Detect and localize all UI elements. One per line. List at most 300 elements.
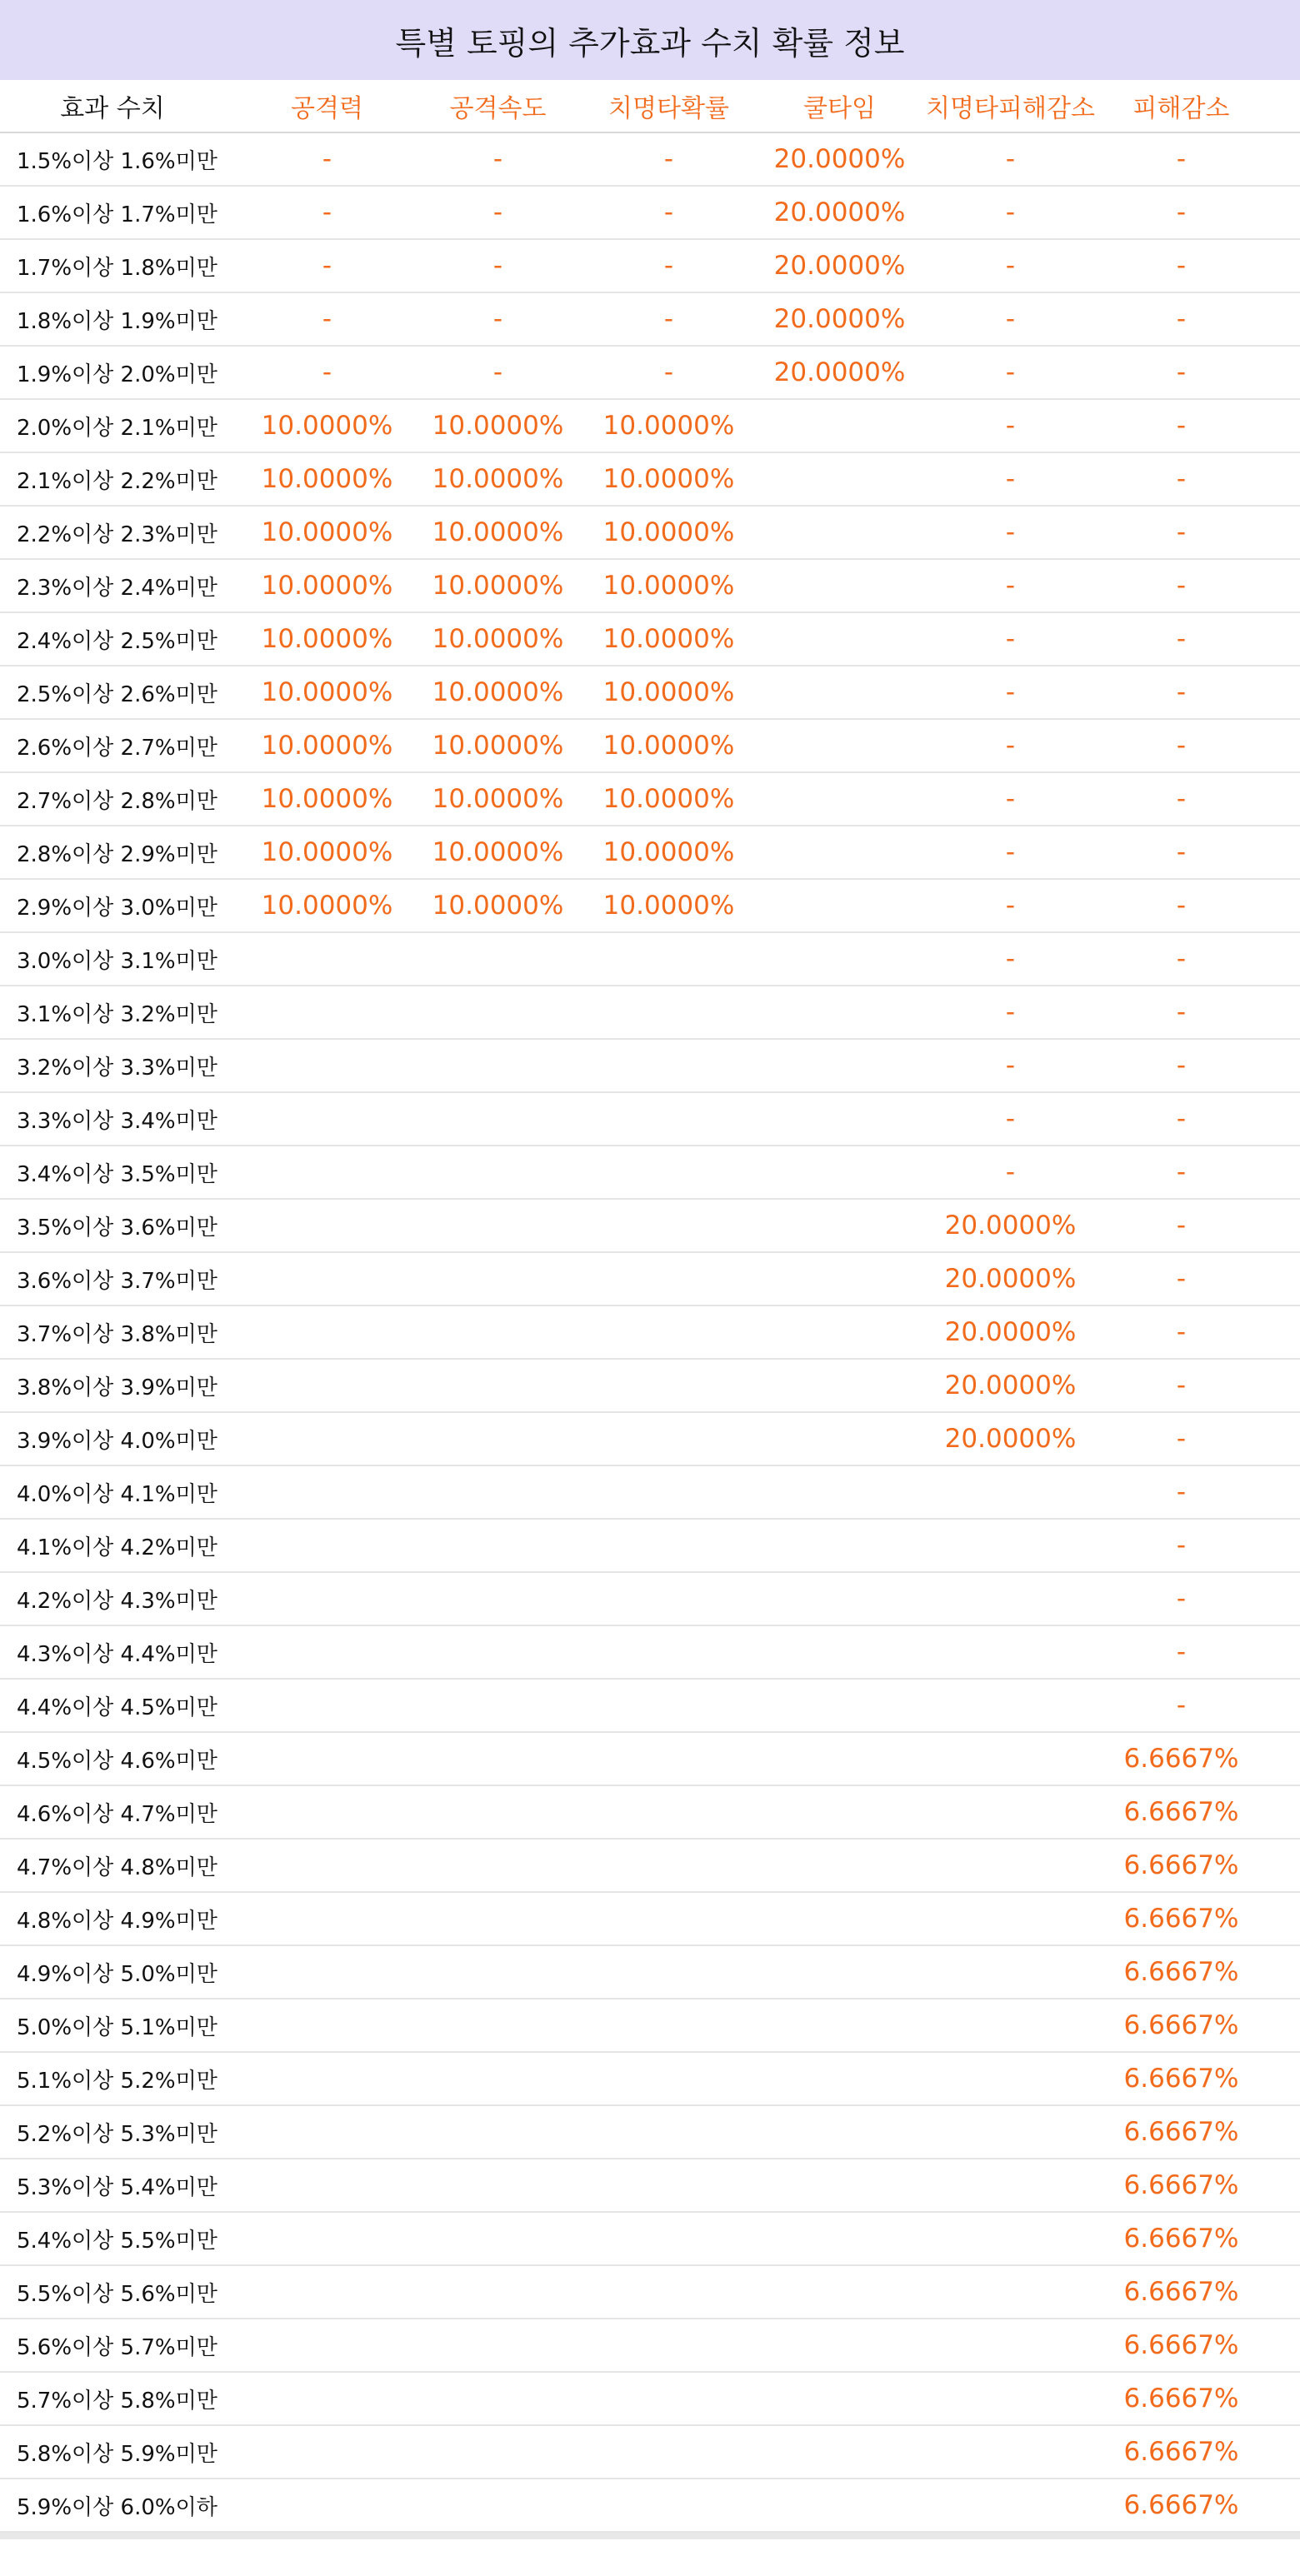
row-spacer bbox=[1267, 826, 1300, 880]
header-spacer bbox=[1267, 80, 1300, 133]
row-spacer bbox=[1267, 453, 1300, 507]
cell-crit-damage-reduction bbox=[925, 1786, 1096, 1840]
header-crit-rate: 치명타확률 bbox=[583, 80, 754, 133]
bottom-divider bbox=[0, 2533, 1300, 2539]
cell-crit-rate bbox=[583, 2319, 754, 2373]
cell-crit-rate: 10.0000% bbox=[583, 400, 754, 453]
cell-damage-reduction: - bbox=[1096, 1680, 1267, 1733]
cell-crit-damage-reduction bbox=[925, 2373, 1096, 2426]
cell-attack-speed: 10.0000% bbox=[412, 560, 583, 613]
cell-damage-reduction: - bbox=[1096, 933, 1267, 986]
cell-crit-rate: 10.0000% bbox=[583, 720, 754, 773]
cell-attack-speed bbox=[412, 1626, 583, 1680]
cell-attack bbox=[242, 1573, 412, 1626]
cell-attack-speed bbox=[412, 1786, 583, 1840]
cell-cooldown bbox=[754, 1306, 925, 1360]
cell-crit-damage-reduction bbox=[925, 2479, 1096, 2533]
cell-damage-reduction: - bbox=[1096, 133, 1267, 187]
cell-attack-speed bbox=[412, 1680, 583, 1733]
cell-cooldown bbox=[754, 507, 925, 560]
cell-damage-reduction: - bbox=[1096, 560, 1267, 613]
cell-damage-reduction: - bbox=[1096, 1200, 1267, 1253]
cell-crit-damage-reduction bbox=[925, 2319, 1096, 2373]
row-spacer bbox=[1267, 2319, 1300, 2373]
cell-cooldown: 20.0000% bbox=[754, 187, 925, 240]
cell-cooldown bbox=[754, 1946, 925, 1999]
cell-attack-speed: 10.0000% bbox=[412, 400, 583, 453]
row-label: 4.1%이상 4.2%미만 bbox=[0, 1520, 242, 1573]
row-label: 4.2%이상 4.3%미만 bbox=[0, 1573, 242, 1626]
row-label: 3.7%이상 3.8%미만 bbox=[0, 1306, 242, 1360]
cell-crit-rate bbox=[583, 1360, 754, 1413]
cell-cooldown bbox=[754, 2213, 925, 2266]
row-label: 2.6%이상 2.7%미만 bbox=[0, 720, 242, 773]
cell-attack: 10.0000% bbox=[242, 560, 412, 613]
cell-crit-rate: 10.0000% bbox=[583, 666, 754, 720]
cell-cooldown bbox=[754, 2266, 925, 2319]
cell-cooldown bbox=[754, 1413, 925, 1466]
row-spacer bbox=[1267, 1999, 1300, 2053]
cell-crit-damage-reduction: - bbox=[925, 666, 1096, 720]
row-label: 5.4%이상 5.5%미만 bbox=[0, 2213, 242, 2266]
cell-attack bbox=[242, 1999, 412, 2053]
cell-damage-reduction: - bbox=[1096, 613, 1267, 666]
cell-crit-rate: 10.0000% bbox=[583, 507, 754, 560]
cell-crit-rate: - bbox=[583, 133, 754, 187]
cell-damage-reduction: - bbox=[1096, 1306, 1267, 1360]
cell-attack-speed: - bbox=[412, 187, 583, 240]
row-label: 2.0%이상 2.1%미만 bbox=[0, 400, 242, 453]
cell-attack-speed bbox=[412, 2479, 583, 2533]
cell-attack: - bbox=[242, 293, 412, 347]
row-label: 2.3%이상 2.4%미만 bbox=[0, 560, 242, 613]
cell-attack-speed bbox=[412, 2159, 583, 2213]
cell-crit-damage-reduction: - bbox=[925, 1146, 1096, 1200]
cell-cooldown bbox=[754, 2319, 925, 2373]
cell-crit-rate bbox=[583, 1040, 754, 1093]
cell-attack: 10.0000% bbox=[242, 613, 412, 666]
cell-attack: 10.0000% bbox=[242, 826, 412, 880]
cell-attack-speed: - bbox=[412, 293, 583, 347]
cell-damage-reduction: - bbox=[1096, 1146, 1267, 1200]
cell-crit-rate bbox=[583, 1840, 754, 1893]
cell-cooldown bbox=[754, 720, 925, 773]
cell-damage-reduction: - bbox=[1096, 347, 1267, 400]
cell-attack bbox=[242, 1733, 412, 1786]
cell-damage-reduction: - bbox=[1096, 826, 1267, 880]
cell-crit-rate bbox=[583, 1573, 754, 1626]
cell-crit-damage-reduction bbox=[925, 2266, 1096, 2319]
row-label: 5.2%이상 5.3%미만 bbox=[0, 2106, 242, 2159]
cell-attack bbox=[242, 1786, 412, 1840]
row-spacer bbox=[1267, 613, 1300, 666]
row-spacer bbox=[1267, 1893, 1300, 1946]
row-spacer bbox=[1267, 1840, 1300, 1893]
cell-crit-rate bbox=[583, 2213, 754, 2266]
cell-attack-speed bbox=[412, 2319, 583, 2373]
row-spacer bbox=[1267, 1040, 1300, 1093]
cell-attack-speed bbox=[412, 1413, 583, 1466]
row-label: 2.4%이상 2.5%미만 bbox=[0, 613, 242, 666]
cell-cooldown bbox=[754, 1040, 925, 1093]
cell-crit-damage-reduction bbox=[925, 2159, 1096, 2213]
cell-attack: 10.0000% bbox=[242, 773, 412, 826]
cell-cooldown bbox=[754, 2106, 925, 2159]
cell-attack bbox=[242, 2319, 412, 2373]
cell-attack bbox=[242, 1893, 412, 1946]
cell-crit-rate: 10.0000% bbox=[583, 826, 754, 880]
cell-attack bbox=[242, 2159, 412, 2213]
cell-attack bbox=[242, 1253, 412, 1306]
cell-crit-damage-reduction: - bbox=[925, 1040, 1096, 1093]
row-spacer bbox=[1267, 1626, 1300, 1680]
row-spacer bbox=[1267, 2426, 1300, 2479]
row-label: 3.4%이상 3.5%미만 bbox=[0, 1146, 242, 1200]
row-spacer bbox=[1267, 1466, 1300, 1520]
header-effect-value: 효과 수치 bbox=[0, 80, 242, 133]
cell-damage-reduction: 6.6667% bbox=[1096, 1946, 1267, 1999]
cell-cooldown bbox=[754, 2053, 925, 2106]
cell-attack: - bbox=[242, 240, 412, 293]
row-label: 5.6%이상 5.7%미만 bbox=[0, 2319, 242, 2373]
cell-crit-damage-reduction: - bbox=[925, 400, 1096, 453]
cell-damage-reduction: 6.6667% bbox=[1096, 2106, 1267, 2159]
cell-damage-reduction: - bbox=[1096, 1360, 1267, 1413]
cell-crit-damage-reduction: - bbox=[925, 720, 1096, 773]
cell-crit-damage-reduction: - bbox=[925, 933, 1096, 986]
row-label: 4.3%이상 4.4%미만 bbox=[0, 1626, 242, 1680]
cell-crit-damage-reduction: 20.0000% bbox=[925, 1200, 1096, 1253]
cell-attack-speed bbox=[412, 1306, 583, 1360]
cell-crit-damage-reduction: 20.0000% bbox=[925, 1360, 1096, 1413]
row-label: 2.8%이상 2.9%미만 bbox=[0, 826, 242, 880]
cell-attack: - bbox=[242, 133, 412, 187]
cell-attack-speed bbox=[412, 986, 583, 1040]
cell-crit-rate bbox=[583, 933, 754, 986]
cell-attack-speed bbox=[412, 1200, 583, 1253]
cell-crit-damage-reduction bbox=[925, 2106, 1096, 2159]
cell-damage-reduction: 6.6667% bbox=[1096, 2479, 1267, 2533]
cell-attack-speed: 10.0000% bbox=[412, 453, 583, 507]
row-label: 5.5%이상 5.6%미만 bbox=[0, 2266, 242, 2319]
row-spacer bbox=[1267, 1306, 1300, 1360]
cell-attack-speed bbox=[412, 2373, 583, 2426]
cell-attack: 10.0000% bbox=[242, 720, 412, 773]
cell-cooldown bbox=[754, 826, 925, 880]
cell-cooldown: 20.0000% bbox=[754, 347, 925, 400]
cell-crit-damage-reduction bbox=[925, 1520, 1096, 1573]
row-label: 1.9%이상 2.0%미만 bbox=[0, 347, 242, 400]
cell-cooldown bbox=[754, 1360, 925, 1413]
cell-crit-damage-reduction bbox=[925, 1573, 1096, 1626]
cell-attack bbox=[242, 1360, 412, 1413]
cell-crit-rate bbox=[583, 2106, 754, 2159]
cell-crit-damage-reduction bbox=[925, 1946, 1096, 1999]
row-spacer bbox=[1267, 1786, 1300, 1840]
row-label: 3.5%이상 3.6%미만 bbox=[0, 1200, 242, 1253]
cell-attack bbox=[242, 986, 412, 1040]
row-spacer bbox=[1267, 2106, 1300, 2159]
cell-cooldown bbox=[754, 1786, 925, 1840]
cell-cooldown bbox=[754, 2479, 925, 2533]
row-spacer bbox=[1267, 133, 1300, 187]
cell-crit-rate bbox=[583, 2266, 754, 2319]
row-spacer bbox=[1267, 2266, 1300, 2319]
cell-cooldown bbox=[754, 1253, 925, 1306]
cell-crit-rate bbox=[583, 2426, 754, 2479]
row-label: 5.1%이상 5.2%미만 bbox=[0, 2053, 242, 2106]
cell-damage-reduction: - bbox=[1096, 1520, 1267, 1573]
cell-crit-rate: 10.0000% bbox=[583, 613, 754, 666]
cell-attack-speed: - bbox=[412, 133, 583, 187]
cell-attack-speed bbox=[412, 2266, 583, 2319]
page-title: 특별 토핑의 추가효과 수치 확률 정보 bbox=[0, 0, 1300, 80]
cell-cooldown bbox=[754, 1573, 925, 1626]
header-damage-reduction: 피해감소 bbox=[1096, 80, 1267, 133]
cell-cooldown bbox=[754, 613, 925, 666]
cell-crit-damage-reduction: - bbox=[925, 347, 1096, 400]
cell-cooldown bbox=[754, 1466, 925, 1520]
row-spacer bbox=[1267, 1413, 1300, 1466]
row-label: 3.9%이상 4.0%미만 bbox=[0, 1413, 242, 1466]
cell-attack bbox=[242, 1520, 412, 1573]
cell-cooldown bbox=[754, 1626, 925, 1680]
cell-attack: 10.0000% bbox=[242, 400, 412, 453]
cell-attack-speed bbox=[412, 1520, 583, 1573]
cell-damage-reduction: - bbox=[1096, 1413, 1267, 1466]
cell-cooldown bbox=[754, 1200, 925, 1253]
cell-damage-reduction: 6.6667% bbox=[1096, 2319, 1267, 2373]
cell-crit-rate: 10.0000% bbox=[583, 560, 754, 613]
cell-attack-speed: - bbox=[412, 240, 583, 293]
cell-attack-speed bbox=[412, 1466, 583, 1520]
row-label: 2.5%이상 2.6%미만 bbox=[0, 666, 242, 720]
row-spacer bbox=[1267, 666, 1300, 720]
cell-attack bbox=[242, 2053, 412, 2106]
row-label: 5.8%이상 5.9%미만 bbox=[0, 2426, 242, 2479]
cell-damage-reduction: 6.6667% bbox=[1096, 2266, 1267, 2319]
cell-crit-damage-reduction: - bbox=[925, 240, 1096, 293]
row-spacer bbox=[1267, 2159, 1300, 2213]
cell-attack-speed bbox=[412, 2053, 583, 2106]
cell-crit-damage-reduction bbox=[925, 1893, 1096, 1946]
cell-crit-rate: 10.0000% bbox=[583, 880, 754, 933]
cell-crit-rate: 10.0000% bbox=[583, 453, 754, 507]
cell-damage-reduction: - bbox=[1096, 986, 1267, 1040]
cell-damage-reduction: - bbox=[1096, 507, 1267, 560]
cell-crit-damage-reduction: - bbox=[925, 773, 1096, 826]
cell-damage-reduction: - bbox=[1096, 453, 1267, 507]
cell-damage-reduction: 6.6667% bbox=[1096, 2373, 1267, 2426]
cell-attack: 10.0000% bbox=[242, 453, 412, 507]
cell-crit-damage-reduction bbox=[925, 1733, 1096, 1786]
cell-crit-rate bbox=[583, 1253, 754, 1306]
cell-attack bbox=[242, 2373, 412, 2426]
cell-crit-rate bbox=[583, 1946, 754, 1999]
cell-crit-rate bbox=[583, 2479, 754, 2533]
row-label: 1.8%이상 1.9%미만 bbox=[0, 293, 242, 347]
cell-crit-rate bbox=[583, 1093, 754, 1146]
cell-crit-rate bbox=[583, 1520, 754, 1573]
cell-damage-reduction: 6.6667% bbox=[1096, 1840, 1267, 1893]
probability-table bbox=[0, 80, 1300, 2533]
row-spacer bbox=[1267, 293, 1300, 347]
cell-damage-reduction: - bbox=[1096, 293, 1267, 347]
cell-crit-rate: - bbox=[583, 293, 754, 347]
cell-attack bbox=[242, 1146, 412, 1200]
row-spacer bbox=[1267, 1680, 1300, 1733]
cell-attack bbox=[242, 1680, 412, 1733]
cell-attack bbox=[242, 1040, 412, 1093]
cell-damage-reduction: - bbox=[1096, 1466, 1267, 1520]
cell-damage-reduction: - bbox=[1096, 1040, 1267, 1093]
row-spacer bbox=[1267, 2053, 1300, 2106]
row-label: 4.0%이상 4.1%미만 bbox=[0, 1466, 242, 1520]
row-spacer bbox=[1267, 347, 1300, 400]
row-label: 3.0%이상 3.1%미만 bbox=[0, 933, 242, 986]
cell-damage-reduction: 6.6667% bbox=[1096, 2426, 1267, 2479]
cell-damage-reduction: 6.6667% bbox=[1096, 1893, 1267, 1946]
cell-crit-damage-reduction bbox=[925, 2053, 1096, 2106]
row-spacer bbox=[1267, 720, 1300, 773]
cell-attack-speed bbox=[412, 1146, 583, 1200]
cell-damage-reduction: 6.6667% bbox=[1096, 2159, 1267, 2213]
row-label: 5.0%이상 5.1%미만 bbox=[0, 1999, 242, 2053]
cell-crit-damage-reduction: - bbox=[925, 507, 1096, 560]
cell-crit-rate bbox=[583, 1146, 754, 1200]
cell-attack-speed: 10.0000% bbox=[412, 880, 583, 933]
cell-attack-speed: - bbox=[412, 347, 583, 400]
row-spacer bbox=[1267, 2479, 1300, 2533]
cell-attack-speed bbox=[412, 1093, 583, 1146]
cell-attack bbox=[242, 933, 412, 986]
cell-damage-reduction: - bbox=[1096, 720, 1267, 773]
row-spacer bbox=[1267, 400, 1300, 453]
header-attack-speed: 공격속도 bbox=[412, 80, 583, 133]
cell-crit-rate: - bbox=[583, 240, 754, 293]
cell-attack-speed bbox=[412, 1360, 583, 1413]
cell-damage-reduction: - bbox=[1096, 1626, 1267, 1680]
row-label: 2.9%이상 3.0%미만 bbox=[0, 880, 242, 933]
cell-attack-speed: 10.0000% bbox=[412, 720, 583, 773]
cell-damage-reduction: - bbox=[1096, 666, 1267, 720]
cell-attack: 10.0000% bbox=[242, 666, 412, 720]
cell-crit-damage-reduction bbox=[925, 2426, 1096, 2479]
cell-cooldown bbox=[754, 986, 925, 1040]
cell-crit-damage-reduction: - bbox=[925, 293, 1096, 347]
cell-crit-damage-reduction: - bbox=[925, 613, 1096, 666]
cell-crit-rate bbox=[583, 1200, 754, 1253]
cell-attack-speed bbox=[412, 933, 583, 986]
row-label: 5.7%이상 5.8%미만 bbox=[0, 2373, 242, 2426]
cell-cooldown bbox=[754, 1999, 925, 2053]
cell-cooldown bbox=[754, 2159, 925, 2213]
cell-attack bbox=[242, 1946, 412, 1999]
row-label: 1.6%이상 1.7%미만 bbox=[0, 187, 242, 240]
row-spacer bbox=[1267, 880, 1300, 933]
cell-attack bbox=[242, 2426, 412, 2479]
cell-crit-rate bbox=[583, 1466, 754, 1520]
cell-cooldown: 20.0000% bbox=[754, 240, 925, 293]
cell-cooldown bbox=[754, 1520, 925, 1573]
row-spacer bbox=[1267, 2213, 1300, 2266]
cell-crit-rate bbox=[583, 2053, 754, 2106]
row-label: 3.8%이상 3.9%미만 bbox=[0, 1360, 242, 1413]
cell-attack-speed: 10.0000% bbox=[412, 613, 583, 666]
cell-attack: 10.0000% bbox=[242, 880, 412, 933]
cell-cooldown bbox=[754, 666, 925, 720]
cell-damage-reduction: - bbox=[1096, 773, 1267, 826]
cell-crit-rate bbox=[583, 1413, 754, 1466]
row-spacer bbox=[1267, 1253, 1300, 1306]
row-label: 4.4%이상 4.5%미만 bbox=[0, 1680, 242, 1733]
row-spacer bbox=[1267, 1520, 1300, 1573]
row-label: 2.2%이상 2.3%미만 bbox=[0, 507, 242, 560]
cell-crit-rate bbox=[583, 2373, 754, 2426]
cell-attack bbox=[242, 2106, 412, 2159]
cell-crit-rate bbox=[583, 1733, 754, 1786]
cell-crit-rate: 10.0000% bbox=[583, 773, 754, 826]
cell-crit-damage-reduction: 20.0000% bbox=[925, 1413, 1096, 1466]
cell-attack-speed bbox=[412, 2213, 583, 2266]
cell-attack bbox=[242, 1200, 412, 1253]
cell-cooldown bbox=[754, 1146, 925, 1200]
cell-attack bbox=[242, 1626, 412, 1680]
cell-attack-speed bbox=[412, 1946, 583, 1999]
row-label: 4.6%이상 4.7%미만 bbox=[0, 1786, 242, 1840]
cell-cooldown: 20.0000% bbox=[754, 133, 925, 187]
cell-cooldown: 20.0000% bbox=[754, 293, 925, 347]
cell-crit-damage-reduction: - bbox=[925, 986, 1096, 1040]
row-spacer bbox=[1267, 2373, 1300, 2426]
cell-attack bbox=[242, 1306, 412, 1360]
cell-crit-damage-reduction: - bbox=[925, 1093, 1096, 1146]
header-cooldown: 쿨타임 bbox=[754, 80, 925, 133]
cell-cooldown bbox=[754, 2373, 925, 2426]
row-spacer bbox=[1267, 1360, 1300, 1413]
cell-crit-damage-reduction: 20.0000% bbox=[925, 1306, 1096, 1360]
cell-attack bbox=[242, 2213, 412, 2266]
cell-crit-damage-reduction bbox=[925, 1999, 1096, 2053]
cell-attack: 10.0000% bbox=[242, 507, 412, 560]
cell-attack-speed bbox=[412, 1840, 583, 1893]
cell-attack bbox=[242, 1840, 412, 1893]
cell-crit-rate bbox=[583, 986, 754, 1040]
row-spacer bbox=[1267, 240, 1300, 293]
row-label: 4.8%이상 4.9%미만 bbox=[0, 1893, 242, 1946]
row-label: 1.5%이상 1.6%미만 bbox=[0, 133, 242, 187]
cell-damage-reduction: 6.6667% bbox=[1096, 1733, 1267, 1786]
header-crit-damage-reduction: 치명타피해감소 bbox=[925, 80, 1096, 133]
cell-crit-damage-reduction bbox=[925, 1680, 1096, 1733]
cell-crit-rate bbox=[583, 1680, 754, 1733]
cell-crit-rate bbox=[583, 1626, 754, 1680]
cell-cooldown bbox=[754, 1893, 925, 1946]
cell-crit-rate: - bbox=[583, 347, 754, 400]
row-label: 3.6%이상 3.7%미만 bbox=[0, 1253, 242, 1306]
cell-crit-damage-reduction bbox=[925, 1840, 1096, 1893]
cell-attack-speed bbox=[412, 1733, 583, 1786]
cell-crit-damage-reduction bbox=[925, 1626, 1096, 1680]
cell-damage-reduction: 6.6667% bbox=[1096, 2053, 1267, 2106]
row-spacer bbox=[1267, 933, 1300, 986]
cell-cooldown bbox=[754, 1733, 925, 1786]
row-spacer bbox=[1267, 560, 1300, 613]
cell-attack bbox=[242, 1093, 412, 1146]
cell-damage-reduction: - bbox=[1096, 240, 1267, 293]
cell-damage-reduction: 6.6667% bbox=[1096, 1999, 1267, 2053]
row-spacer bbox=[1267, 1733, 1300, 1786]
